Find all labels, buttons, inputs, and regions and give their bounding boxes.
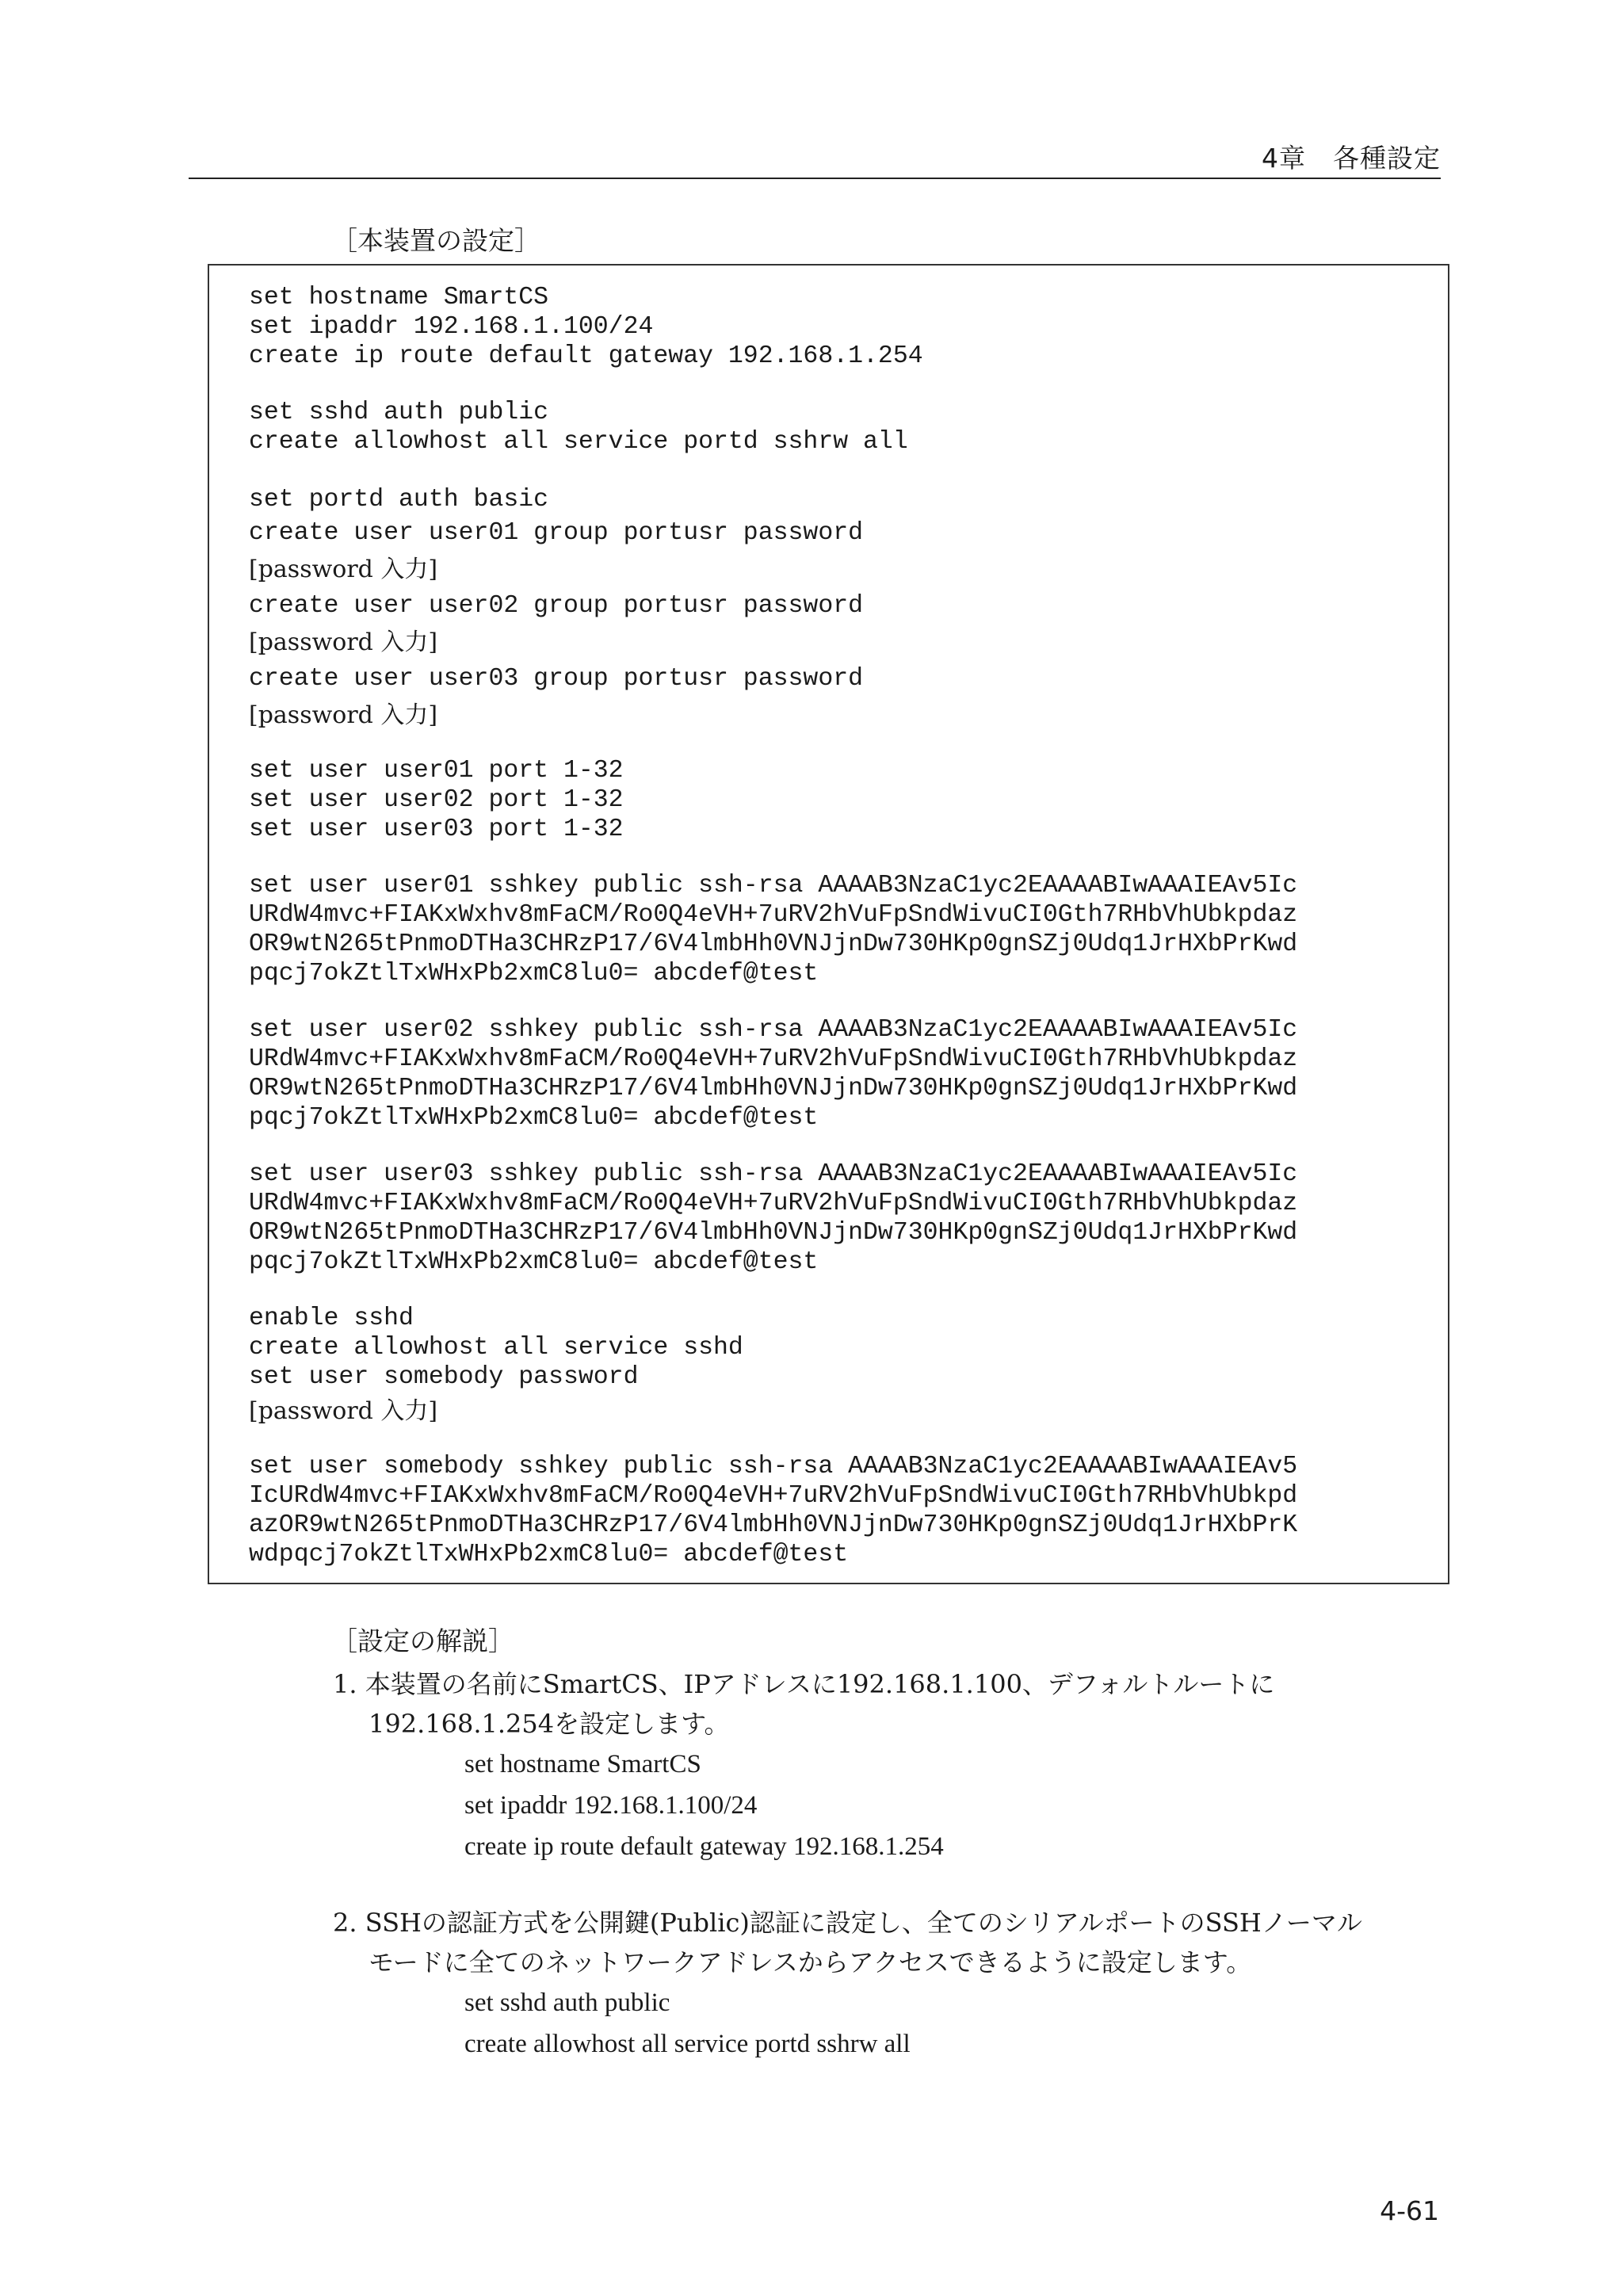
code-line: set user user03 port 1-32 xyxy=(249,816,624,843)
code-line: create user user03 group portusr password xyxy=(249,665,864,693)
code-line: set hostname SmartCS xyxy=(249,284,549,311)
code-line: OR9wtN265tPnmoDTHa3CHRzP17/6V4lmbHh0VNJjnDw730HKp0gnSZj0Udq1JrHXbPrKwd xyxy=(249,930,1298,958)
code-line: OR9wtN265tPnmoDTHa3CHRzP17/6V4lmbHh0VNJjnDw730HKp0gnSZj0Udq1JrHXbPrKwd xyxy=(249,1219,1298,1247)
explanation-text: 2. SSHの認証方式を公開鍵(Public)認証に設定し、全てのシリアルポートのSSHノーマル xyxy=(333,1908,1362,1938)
code-line: set user user01 sshkey public ssh-rsa AAAAB3NzaC1yc2EAAAABIwAAAIEAv5Ic xyxy=(249,872,1298,900)
code-line: set ipaddr 192.168.1.100/24 xyxy=(249,313,654,341)
code-line: set user user02 sshkey public ssh-rsa AAAAB3NzaC1yc2EAAAABIwAAAIEAv5Ic xyxy=(249,1016,1298,1044)
page-number: 4-61 xyxy=(1380,2195,1439,2226)
code-line: set portd auth basic xyxy=(249,486,549,514)
code-line: URdW4mvc+FIAKxWxhv8mFaCM/Ro0Q4eVH+7uRV2hVuFpSndWivuCI0Gth7RHbVhUbkpdaz xyxy=(249,1190,1298,1217)
explanation-command: set ipaddr 192.168.1.100/24 xyxy=(464,1791,758,1820)
code-line: set user user03 sshkey public ssh-rsa AAAAB3NzaC1yc2EAAAABIwAAAIEAv5Ic xyxy=(249,1160,1298,1188)
config-code-body xyxy=(249,283,1432,1569)
code-line: URdW4mvc+FIAKxWxhv8mFaCM/Ro0Q4eVH+7uRV2hVuFpSndWivuCI0Gth7RHbVhUbkpdaz xyxy=(249,1045,1298,1073)
config-code-box xyxy=(208,264,1449,1584)
code-line: pqcj7okZtlTxWHxPb2xmC8lu0= abcdef@test xyxy=(249,960,819,988)
code-line: create allowhost all service portd sshrw all xyxy=(249,428,908,456)
explanation-text: 192.168.1.254を設定します。 xyxy=(369,1709,730,1739)
explanation-text: モードに全てのネットワークアドレスからアクセスできるように設定します。 xyxy=(369,1947,1252,1977)
explanation-heading: ［設定の解説］ xyxy=(331,1626,514,1656)
code-line-password-prompt: [password 入力] xyxy=(249,701,438,729)
code-line: IcURdW4mvc+FIAKxWxhv8mFaCM/Ro0Q4eVH+7uRV2hVuFpSndWivuCI0Gth7RHbVhUbkpd xyxy=(249,1482,1298,1510)
code-line: set user somebody sshkey public ssh-rsa AAAAB3NzaC1yc2EAAAABIwAAAIEAv5 xyxy=(249,1453,1298,1480)
explanation-command: create allowhost all service portd sshrw all xyxy=(464,2030,911,2058)
code-line: set user somebody password xyxy=(249,1363,639,1391)
chapter-header: 4章 各種設定 xyxy=(1262,143,1441,174)
code-line: enable sshd xyxy=(249,1305,414,1332)
explanation-item-1 xyxy=(333,1664,1458,1867)
code-line: pqcj7okZtlTxWHxPb2xmC8lu0= abcdef@test xyxy=(249,1248,819,1276)
code-line: set user user02 port 1-32 xyxy=(249,786,624,814)
code-line-password-prompt: [password 入力] xyxy=(249,628,438,656)
explanation-text: 1. 本装置の名前にSmartCS、IPアドレスに192.168.1.100、デフォルトルートに xyxy=(333,1669,1275,1699)
code-line-password-prompt: [password 入力] xyxy=(249,1397,438,1425)
code-line: azOR9wtN265tPnmoDTHa3CHRzP17/6V4lmbHh0VNJjnDw730HKp0gnSZj0Udq1JrHXbPrK xyxy=(249,1511,1298,1539)
code-line: create user user02 group portusr password xyxy=(249,592,864,620)
explanation-command: set sshd auth public xyxy=(464,1988,670,2017)
explanation-command: set hostname SmartCS xyxy=(464,1750,701,1778)
code-line-password-prompt: [password 入力] xyxy=(249,556,438,583)
code-line: set sshd auth public xyxy=(249,399,549,426)
device-settings-heading: ［本装置の設定］ xyxy=(331,225,540,256)
code-line: wdpqcj7okZtlTxWHxPb2xmC8lu0= abcdef@test xyxy=(249,1541,849,1568)
explanation-item-2 xyxy=(333,1903,1458,2065)
code-line: OR9wtN265tPnmoDTHa3CHRzP17/6V4lmbHh0VNJjnDw730HKp0gnSZj0Udq1JrHXbPrKwd xyxy=(249,1075,1298,1102)
code-line: pqcj7okZtlTxWHxPb2xmC8lu0= abcdef@test xyxy=(249,1104,819,1132)
explanation-command: create ip route default gateway 192.168.1.254 xyxy=(464,1832,944,1861)
code-line: create ip route default gateway 192.168.1.254 xyxy=(249,342,923,370)
code-line: create allowhost all service sshd xyxy=(249,1334,743,1362)
code-line: set user user01 port 1-32 xyxy=(249,757,624,785)
header-rule xyxy=(189,178,1441,179)
code-line: create user user01 group portusr password xyxy=(249,519,864,547)
code-line: URdW4mvc+FIAKxWxhv8mFaCM/Ro0Q4eVH+7uRV2hVuFpSndWivuCI0Gth7RHbVhUbkpdaz xyxy=(249,901,1298,929)
